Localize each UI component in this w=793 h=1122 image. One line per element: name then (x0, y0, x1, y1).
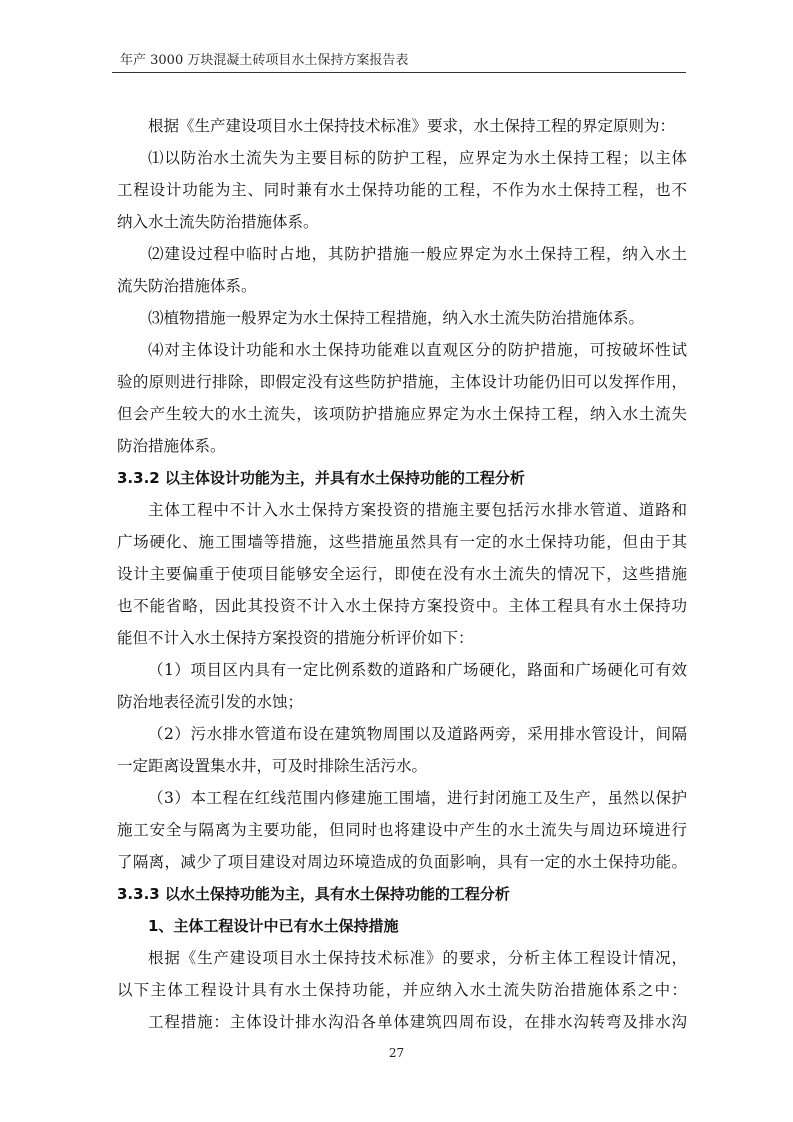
section-heading: 3.3.3 以水土保持功能为主，具有水土保持功能的工程分析 (117, 885, 510, 903)
paragraph-line: ⑴以防治水土流失为主要目标的防护工程，应界定为水土保持工程；以主体 (148, 149, 687, 167)
paragraph-line: 主体工程中不计入水土保持方案投资的措施主要包括污水排水管道、道路和 (148, 501, 687, 519)
paragraph-line: 验的原则进行排除，即假定没有这些防护措施，主体设计功能仍旧可以发挥作用， (117, 373, 687, 391)
paragraph-line: 设计主要偏重于使项目能够安全运行，即使在没有水土流失的情况下，这些措施 (117, 565, 687, 583)
section-heading: 1、主体工程设计中已有水土保持措施 (148, 917, 399, 935)
paragraph-line: （3）本工程在红线范围内修建施工围墙，进行封闭施工及生产，虽然以保护 (148, 789, 687, 807)
paragraph-line: 根据《生产建设项目水土保持技术标准》的要求，分析主体工程设计情况， (148, 949, 687, 967)
paragraph-line: 防治地表径流引发的水蚀； (117, 693, 304, 711)
paragraph-line: 根据《生产建设项目水土保持技术标准》要求，水土保持工程的界定原则为： (148, 117, 676, 135)
paragraph-line: 能但不计入水土保持方案投资的措施分析评价如下： (117, 629, 474, 647)
paragraph-line: 一定距离设置集水井，可及时排除生活污水。 (117, 757, 428, 775)
paragraph-line: ⑷对主体设计功能和水土保持功能难以直观区分的防护措施，可按破坏性试 (148, 341, 687, 359)
page-number: 27 (388, 1046, 405, 1060)
paragraph-line: 工程设计功能为主、同时兼有水土保持功能的工程，不作为水土保持工程，也不 (117, 181, 687, 199)
document-body (117, 110, 687, 1038)
paragraph-line: 施工安全与隔离为主要功能，但同时也将建设中产生的水土流失与周边环境进行 (117, 821, 687, 839)
paragraph-line: ⑶植物措施一般界定为水土保持工程措施，纳入水土流失防治措施体系。 (148, 309, 645, 327)
paragraph-line: （2）污水排水管道布设在建筑物周围以及道路两旁，采用排水管设计，间隔 (148, 725, 687, 743)
paragraph-line: ⑵建设过程中临时占地，其防护措施一般应界定为水土保持工程，纳入水土 (148, 245, 687, 263)
paragraph-line: 广场硬化、施工围墙等措施，这些措施虽然具有一定的水土保持功能，但由于其 (117, 533, 687, 551)
paragraph-line: 流失防治措施体系。 (117, 277, 257, 295)
paragraph-line: 防治措施体系。 (117, 437, 226, 455)
paragraph-line: 工程措施：主体设计排水沟沿各单体建筑四周布设，在排水沟转弯及排水沟 (148, 1013, 687, 1031)
paragraph-line: （1）项目区内具有一定比例系数的道路和广场硬化，路面和广场硬化可有效 (148, 661, 687, 679)
paragraph-line: 但会产生较大的水土流失，该项防护措施应界定为水土保持工程，纳入水土流失 (117, 405, 687, 423)
running-header: 年产 3000 万块混凝土砖项目水土保持方案报告表 (120, 53, 409, 68)
paragraph-line: 了隔离，减少了项目建设对周边环境造成的负面影响，具有一定的水土保持功能。 (117, 853, 687, 871)
paragraph-line: 以下主体工程设计具有水土保持功能，并应纳入水土流失防治措施体系之中： (117, 981, 687, 999)
paragraph-line: 纳入水土流失防治措施体系。 (117, 213, 319, 231)
section-heading: 3.3.2 以主体设计功能为主，并具有水土保持功能的工程分析 (117, 469, 525, 487)
paragraph-line: 也不能省略，因此其投资不计入水土保持方案投资中。主体工程具有水土保持功 (117, 597, 687, 615)
header-divider (112, 72, 686, 73)
